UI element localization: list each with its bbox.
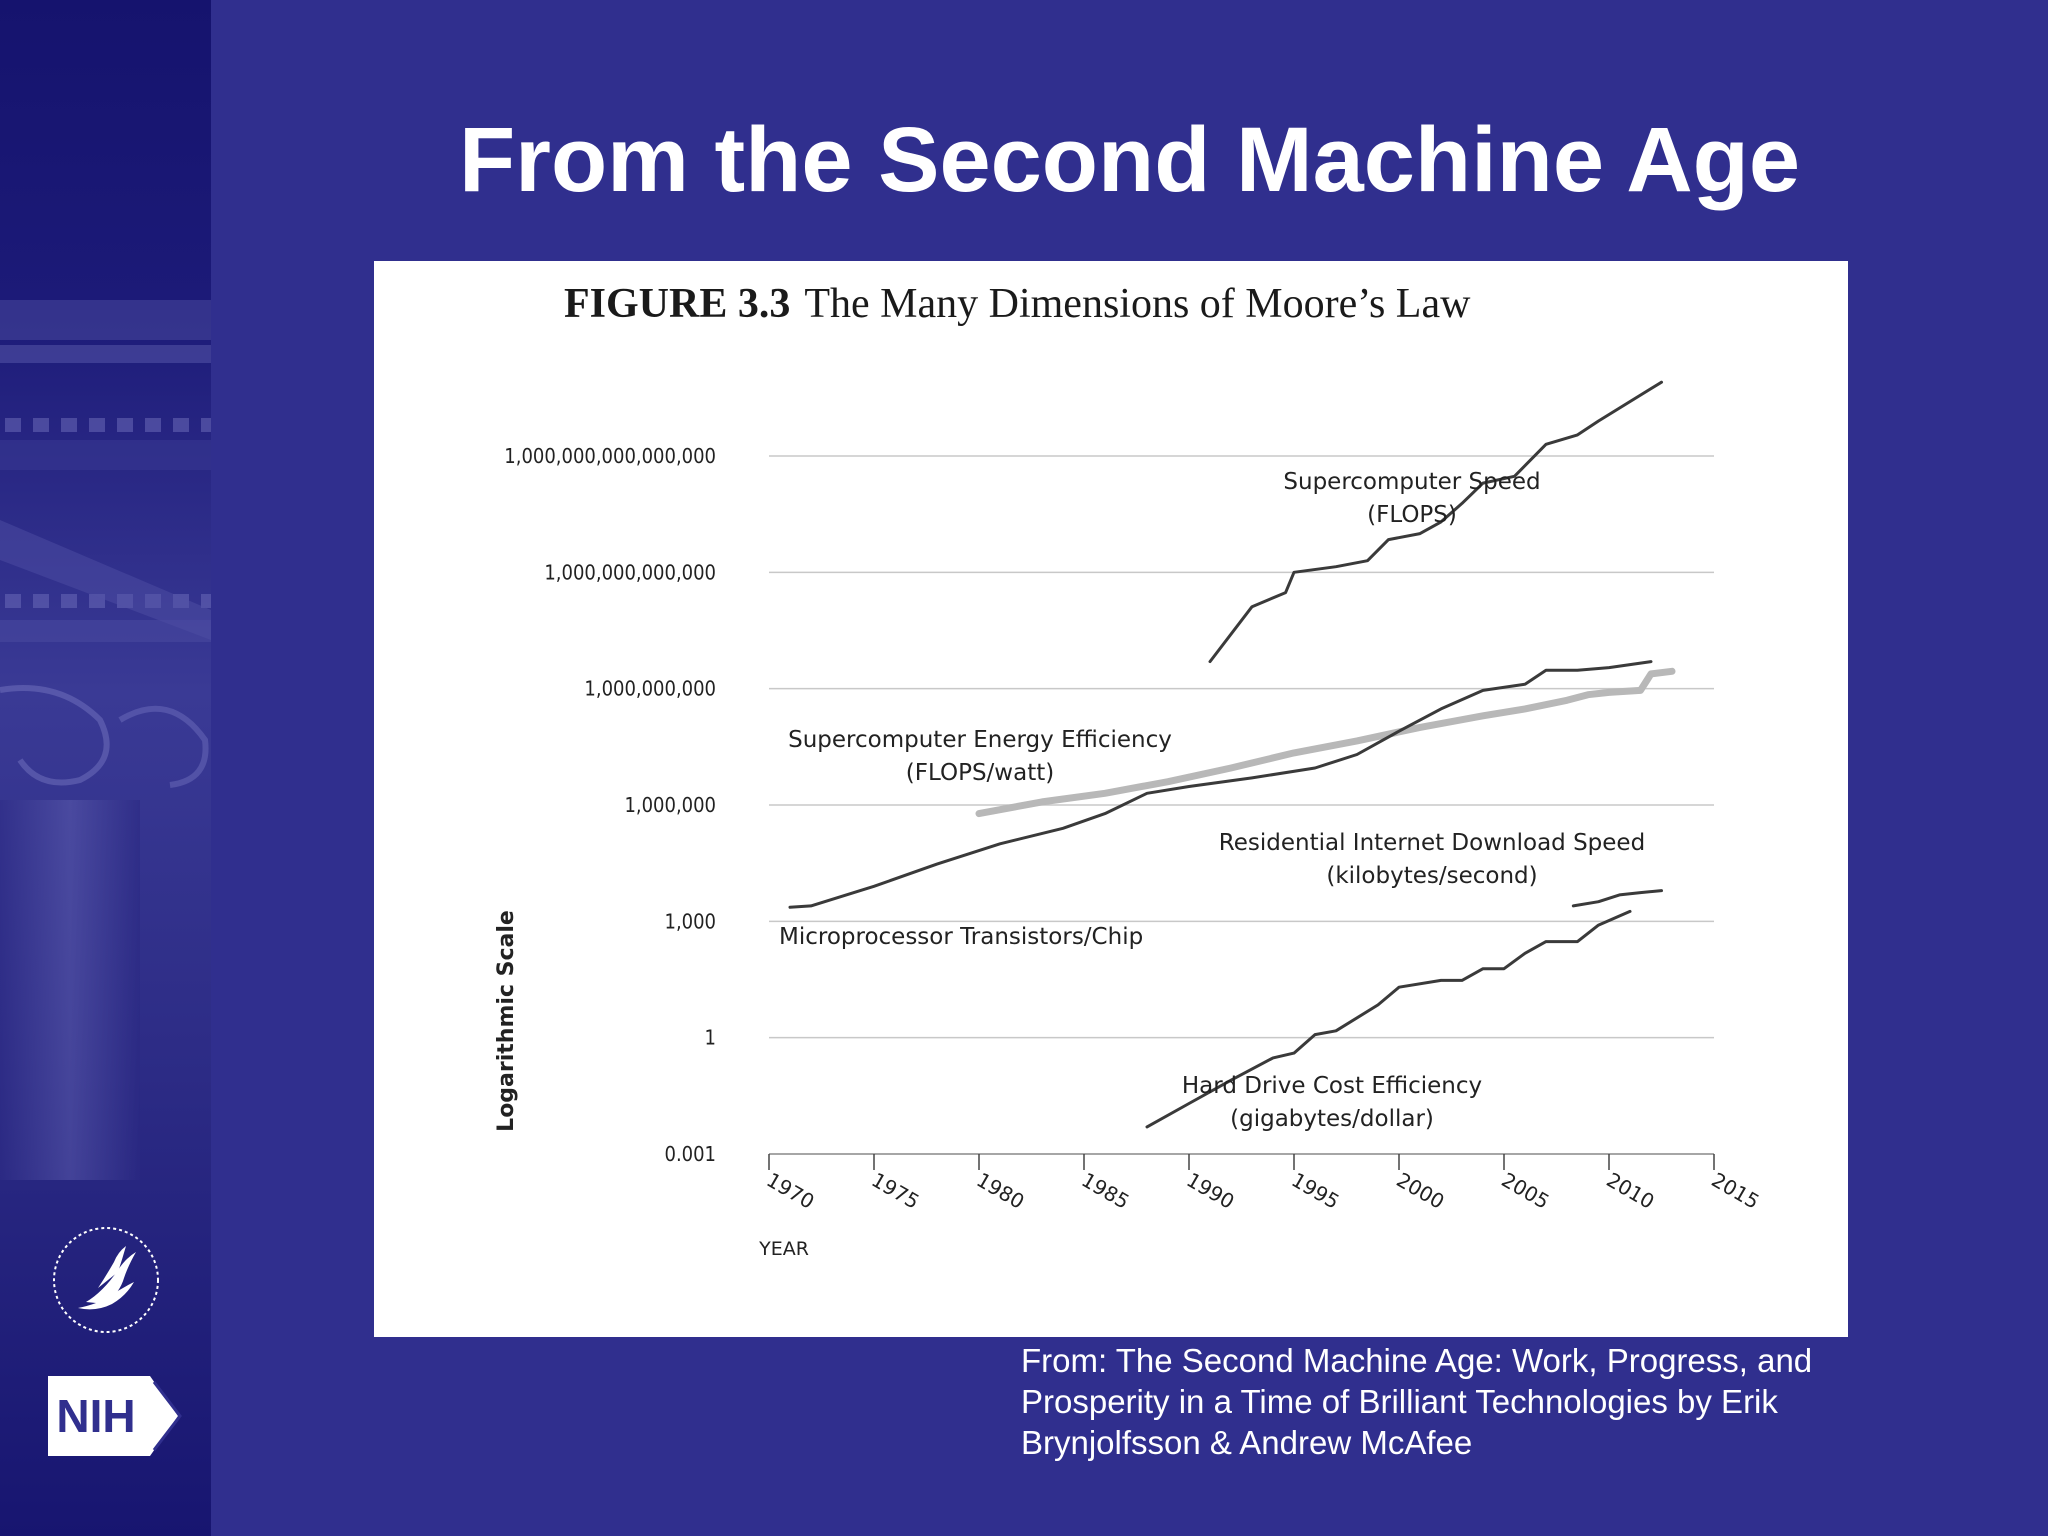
nih-logo-text: NIH: [56, 1390, 136, 1442]
hhs-seal-icon: [48, 1222, 164, 1338]
figure-title: [564, 281, 1471, 327]
series-label-0: (FLOPS): [1367, 502, 1457, 528]
x-tick-label: 2015: [1707, 1167, 1764, 1214]
y-tick-label: 1,000,000: [624, 793, 716, 817]
x-axis: [763, 1154, 1764, 1214]
series-label-3: (kilobytes/second): [1326, 863, 1538, 889]
x-tick-label: 2010: [1602, 1167, 1659, 1214]
caption-line-1: From: The Second Machine Age: Work, Progress, and: [1021, 1342, 1813, 1379]
y-tick-labels: [504, 444, 716, 1166]
series-label-2: Microprocessor Transistors/Chip: [779, 924, 1144, 950]
figure-title-text: The Many Dimensions of Moore’s Law: [804, 281, 1471, 327]
y-axis-label: Logarithmic Scale: [494, 910, 519, 1132]
nih-logo: [42, 1372, 184, 1460]
y-tick-label: 0.001: [664, 1142, 716, 1166]
figure-panel: [374, 261, 1848, 1337]
series-label-3: Residential Internet Download Speed: [1218, 830, 1646, 856]
series-line-3: [1573, 891, 1661, 906]
x-tick-label: 1975: [867, 1167, 924, 1214]
sidebar-decor: [0, 0, 211, 1536]
y-tick-label: 1,000,000,000,000,000: [504, 444, 716, 468]
x-tick-label: 1970: [762, 1167, 819, 1214]
y-tick-label: 1,000: [664, 909, 716, 934]
source-caption: [1021, 1340, 2021, 1463]
x-tick-label: 1990: [1182, 1167, 1239, 1214]
x-tick-label: 2005: [1497, 1167, 1554, 1214]
x-tick-label: 1995: [1287, 1167, 1344, 1214]
x-tick-label: 1985: [1077, 1167, 1134, 1214]
figure-number: FIGURE 3.3: [564, 281, 791, 327]
x-axis-label: YEAR: [759, 1238, 809, 1260]
series-label-1: Supercomputer Energy Efficiency: [788, 727, 1172, 753]
y-tick-label: 1,000,000,000,000: [544, 560, 716, 585]
caption-line-2: Prosperity in a Time of Brilliant Technologies by Erik: [1021, 1383, 1778, 1420]
caption-line-3: Brynjolfsson & Andrew McAfee: [1021, 1424, 1473, 1461]
series-label-4: Hard Drive Cost Efficiency: [1181, 1073, 1483, 1099]
series-label-4: (gigabytes/dollar): [1230, 1106, 1434, 1132]
series-label-1: (FLOPS/watt): [905, 760, 1055, 786]
x-tick-label: 2000: [1392, 1167, 1449, 1214]
y-tick-label: 1: [704, 1025, 716, 1050]
moores-law-chart: [374, 261, 1848, 1337]
y-tick-label: 1,000,000,000: [584, 676, 716, 701]
series-label-0: Supercomputer Speed: [1283, 469, 1541, 495]
x-tick-label: 1980: [972, 1167, 1029, 1214]
slide-title: From the Second Machine Age: [458, 109, 1800, 211]
series-labels: [779, 469, 1645, 1132]
